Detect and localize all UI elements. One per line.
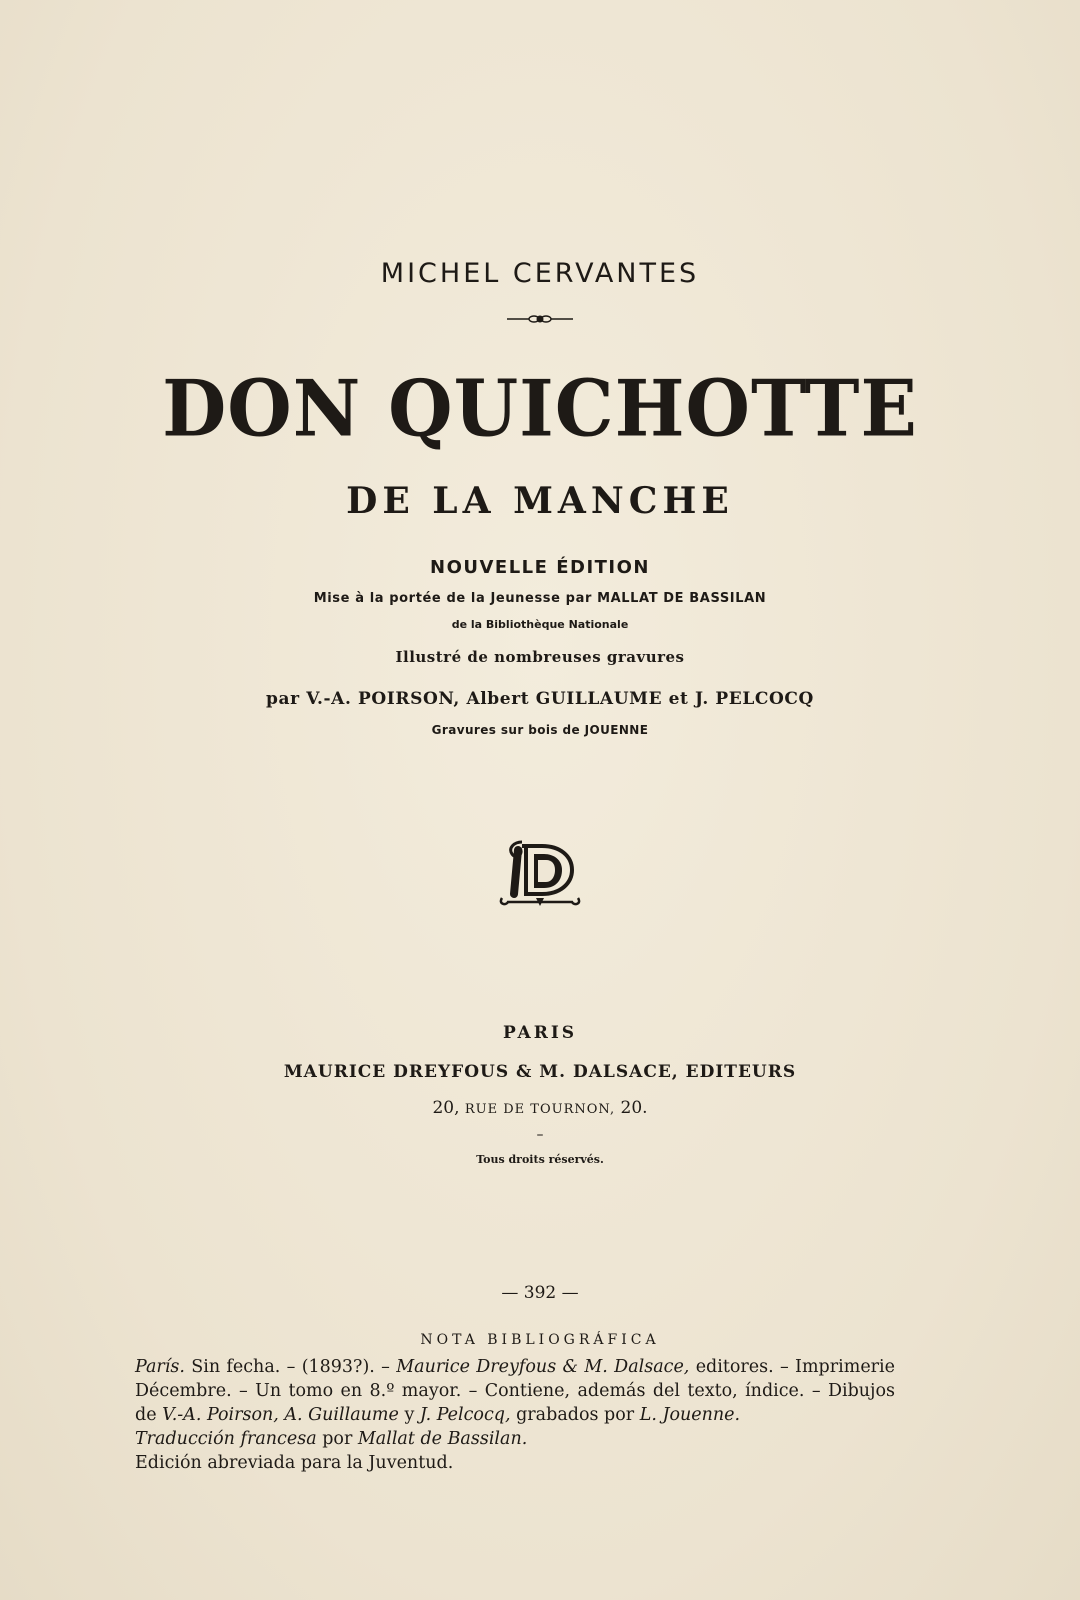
note-text: París.	[135, 1357, 185, 1377]
author-name: MICHEL CERVANTES	[380, 258, 700, 289]
bibliographic-note	[135, 1355, 895, 1475]
edition-line: NOUVELLE ÉDITION	[430, 557, 650, 578]
note-text: L. Jouenne.	[639, 1405, 741, 1425]
note-text: y	[398, 1405, 420, 1425]
note-paragraph-1	[135, 1355, 895, 1427]
address-number: 20,	[432, 1098, 460, 1118]
note-text: Traducción francesa	[135, 1429, 317, 1449]
note-text: V.-A. Poirson, A. Guillaume	[162, 1405, 399, 1425]
library-line: de la Bibliothèque Nationale	[451, 618, 629, 631]
publication-city: PARIS	[502, 1023, 578, 1043]
engravers-line: Gravures sur bois de JOUENNE	[431, 723, 649, 737]
publisher-address	[0, 1098, 1080, 1118]
adaptation-line: Mise à la portée de la Jeunesse par MALLAT DE BASSILAN	[313, 591, 767, 606]
note-text: Mallat de Bassilan.	[357, 1429, 528, 1449]
book-title: DON QUICHOTTE	[162, 363, 918, 455]
note-paragraph-2	[135, 1427, 895, 1451]
note-text: J. Pelcocq,	[419, 1405, 511, 1425]
note-text: Sin fecha. – (1893?). –	[184, 1357, 397, 1377]
rights-reserved: Tous droits réservés.	[476, 1153, 604, 1166]
artists-line: par V.-A. POIRSON, Albert GUILLAUME et J. PELCOCQ	[266, 689, 814, 709]
address-number-end: 20.	[620, 1098, 648, 1118]
illustrated-line: Illustré de nombreuses gravures	[395, 648, 685, 666]
ornament-divider	[0, 312, 1080, 331]
publisher-monogram-icon	[0, 836, 1080, 913]
note-text: Maurice Dreyfous & M. Dalsace,	[396, 1357, 690, 1377]
note-paragraph-3: Edición abreviada para la Juventud.	[135, 1453, 454, 1473]
nota-heading: NOTA BIBLIOGRÁFICA	[420, 1332, 660, 1348]
separator-dash: –	[536, 1127, 544, 1143]
note-text: por	[316, 1429, 358, 1449]
note-text: editores. – Imprimerie Décembre. – Un tomo en 8.º mayor. – Contiene, además del texto, índice. – Dibujos de	[135, 1357, 895, 1425]
address-street: RUE DE TOURNON,	[464, 1102, 616, 1117]
note-text: grabados por	[510, 1405, 640, 1425]
page-number: — 392 —	[501, 1283, 579, 1303]
book-subtitle: DE LA MANCHE	[346, 480, 734, 522]
publisher-name: MAURICE DREYFOUS & M. DALSACE, EDITEURS	[283, 1062, 797, 1082]
